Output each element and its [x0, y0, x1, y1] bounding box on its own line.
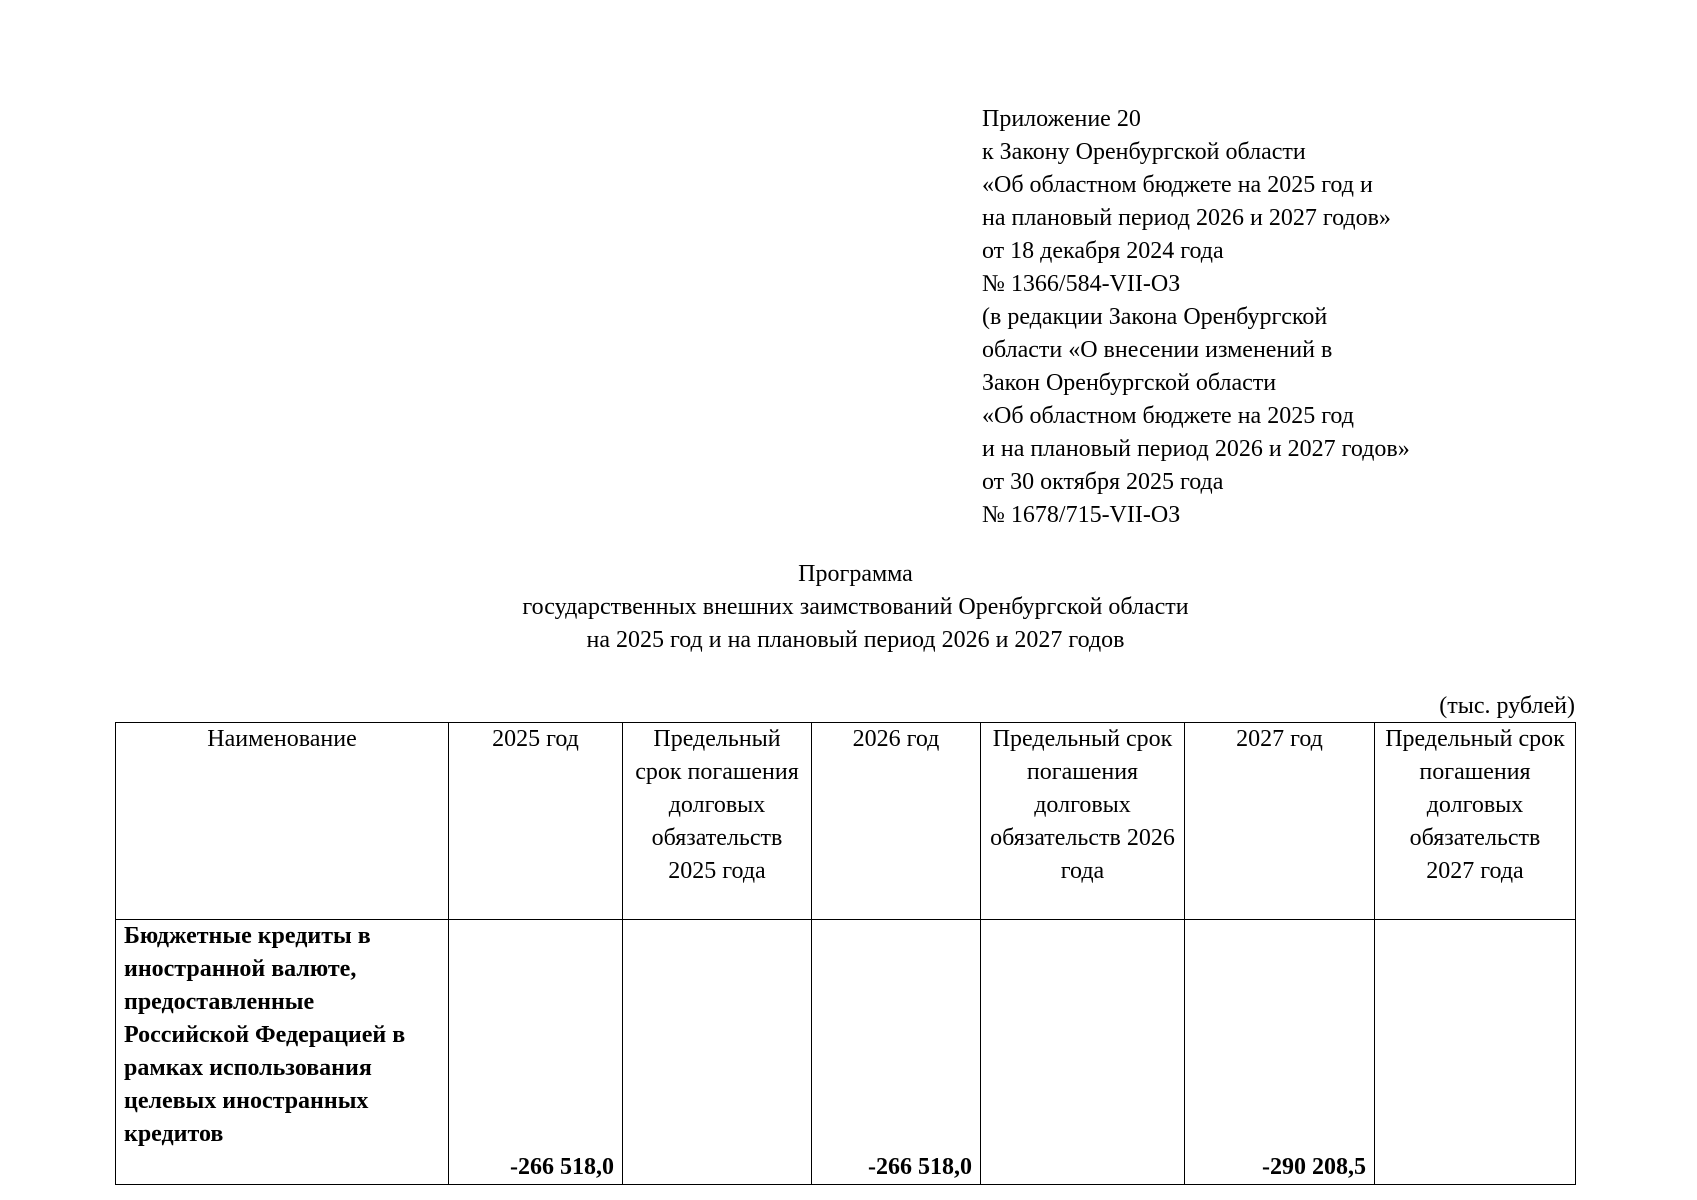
document-title: [0, 558, 1697, 657]
term-2027: [1375, 920, 1576, 1185]
amount-2026: -266 518,0: [812, 920, 981, 1185]
appendix-line: к Закону Оренбургской области: [982, 139, 1306, 165]
appendix-reference: [982, 103, 1642, 532]
appendix-line: от 30 октября 2025 года: [982, 469, 1224, 495]
term-2025: [623, 920, 812, 1185]
appendix-line: № 1678/715-VII-ОЗ: [982, 502, 1181, 528]
table-row: [116, 920, 1576, 1185]
appendix-line: «Об областном бюджете на 2025 год: [982, 403, 1354, 429]
borrowing-program-table: [115, 722, 1576, 1185]
appendix-line: (в редакции Закона Оренбургской: [982, 304, 1328, 330]
header-name: Наименование: [116, 723, 449, 920]
title-line: Программа: [798, 561, 913, 587]
appendix-line: Приложение 20: [982, 106, 1141, 132]
header-term-2026: Предельный срок погашения долговых обязательств 2026 года: [981, 723, 1185, 920]
term-2026: [981, 920, 1185, 1185]
table-header-row: [116, 723, 1576, 920]
header-2026: 2026 год: [812, 723, 981, 920]
appendix-line: на плановый период 2026 и 2027 годов»: [982, 205, 1391, 231]
units-label: (тыс. рублей): [1439, 693, 1575, 719]
appendix-line: и на плановый период 2026 и 2027 годов»: [982, 436, 1410, 462]
amount-2027: -290 208,5: [1185, 920, 1375, 1185]
appendix-line: от 18 декабря 2024 года: [982, 238, 1224, 264]
amount-2025: -266 518,0: [449, 920, 623, 1185]
title-line: на 2025 год и на плановый период 2026 и 2027 годов: [586, 627, 1125, 653]
appendix-line: «Об областном бюджете на 2025 год и: [982, 172, 1373, 198]
row-name: Бюджетные кредиты в иностранной валюте, предоставленные Российской Федерацией в рамках использования целевых иностранных кредитов: [116, 920, 449, 1185]
header-term-2025: Предельный срок погашения долговых обязательств 2025 года: [623, 723, 812, 920]
header-2025: 2025 год: [449, 723, 623, 920]
appendix-line: Закон Оренбургской области: [982, 370, 1277, 396]
appendix-line: области «О внесении изменений в: [982, 337, 1333, 363]
header-term-2027: Предельный срок погашения долговых обязательств 2027 года: [1375, 723, 1576, 920]
title-line: государственных внешних заимствований Оренбургской области: [522, 594, 1189, 620]
appendix-line: № 1366/584-VII-ОЗ: [982, 271, 1181, 297]
header-2027: 2027 год: [1185, 723, 1375, 920]
